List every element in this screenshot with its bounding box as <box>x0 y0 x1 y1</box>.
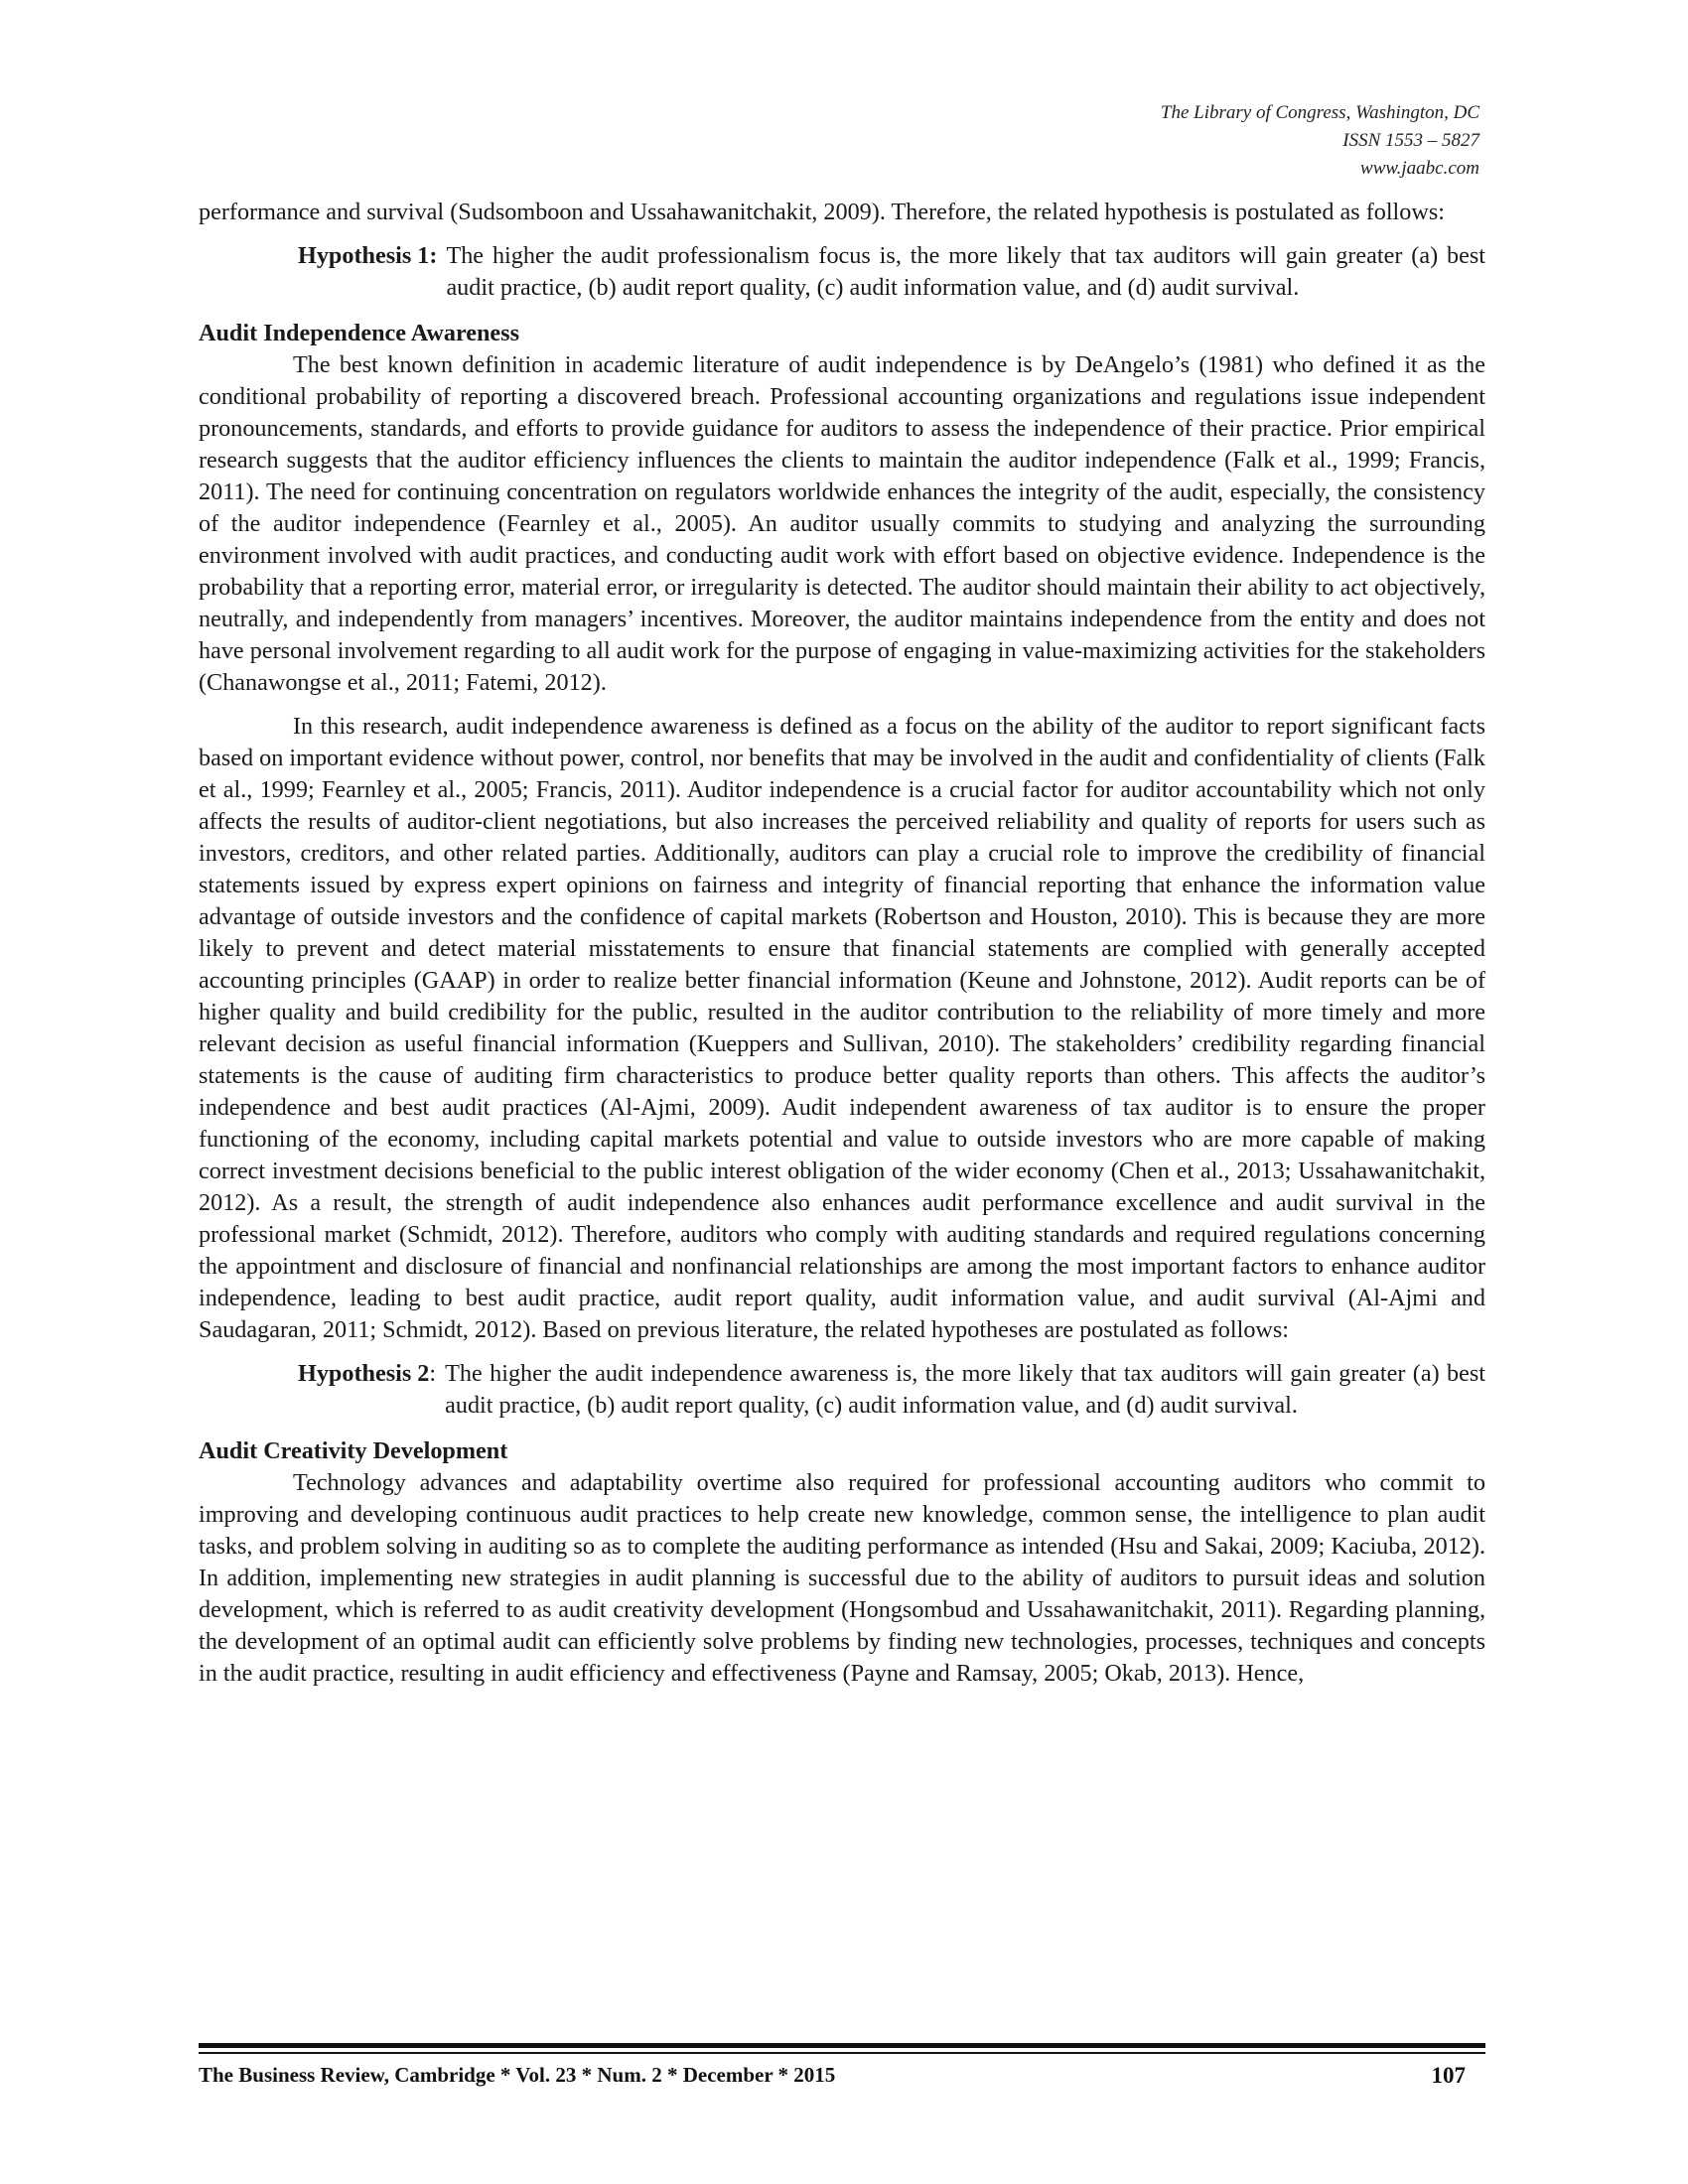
paragraph-intro: performance and survival (Sudsomboon and Ussahawanitchakit, 2009). Therefore, the related hypothesis is postulated as follows: <box>199 199 1445 225</box>
hypothesis-2-label: Hypothesis 2 <box>298 1360 430 1387</box>
hypothesis-2-text: The higher the audit independence awareness is, the more likely that tax auditors will gain greater (a) best audit practice, (b) audit report quality, (c) audit information value, and (d) audit survival. <box>445 1360 1485 1419</box>
footer-journal-citation: The Business Review, Cambridge * Vol. 23 * Num. 2 * December * 2015 <box>199 2063 836 2087</box>
paragraph-independence-1: The best known definition in academic literature of audit independence is by DeAngelo’s (1981) who defined it as the conditional probability of reporting a discovered breach. Professional accounting organizations and regulations issue independent pronouncements, standards, and efforts to provide guidance for auditors to assess the independence of their practice. Prior empirical research suggests that the auditor efficiency influences the clients to maintain the auditor independence (Falk et al., 1999; Francis, 2011). The need for continuing concentration on regulators worldwide enhances the integrity of the audit, especially, the consistency of the auditor independence (Fearnley et al., 2005). An auditor usually commits to studying and analyzing the surrounding environment involved with audit practices, and conducting audit work with effort based on objective evidence. Independence is the probability that a reporting error, material error, or irregularity is detected. The auditor should maintain their ability to act objectively, neutrally, and independently from managers’ incentives. Moreover, the auditor maintains independence from the entity and does not have personal involvement regarding to all audit work for the purpose of engaging in value-maximizing activities for the stakeholders (Chanawongse et al., 2011; Fatemi, 2012). <box>199 351 1485 696</box>
header-website: www.jaabc.com <box>1360 158 1479 179</box>
header-issn: ISSN 1553 – 5827 <box>1342 130 1479 151</box>
hypothesis-1-text: The higher the audit professionalism focus is, the more likely that tax auditors will gain greater (a) best audit practice, (b) audit report quality, (c) audit information value, and (d) audit survival. <box>446 242 1485 301</box>
running-header <box>1161 99 1479 183</box>
running-footer <box>199 2063 1466 2089</box>
paragraph-creativity: Technology advances and adaptability overtime also required for professional accounting auditors who commit to improving and developing continuous audit practices to help create new knowledge, common sense, the intelligence to plan audit tasks, and problem solving in auditing so as to complete the auditing performance as intended (Hsu and Sakai, 2009; Kaciuba, 2012). In addition, implementing new strategies in audit planning is successful due to the ability of auditors to pursuit ideas and solution development, which is referred to as audit creativity development (Hongsombud and Ussahawanitchakit, 2011). Regarding planning, the development of an optimal audit can efficiently solve problems by finding new technologies, processes, techniques and concepts in the audit practice, resulting in audit efficiency and effectiveness (Payne and Ramsay, 2005; Okab, 2013). Hence, <box>199 1469 1485 1687</box>
hypothesis-2 <box>298 1358 1485 1422</box>
page-body <box>199 197 1485 1690</box>
hypothesis-1-gap <box>437 240 446 304</box>
hypothesis-1 <box>298 240 1485 304</box>
page-number: 107 <box>1431 2063 1466 2088</box>
section-heading-independence: Audit Independence Awareness <box>199 320 519 346</box>
header-publisher: The Library of Congress, Washington, DC <box>1160 102 1479 123</box>
section-heading-creativity: Audit Creativity Development <box>199 1437 508 1464</box>
hypothesis-2-colon: : <box>429 1360 437 1387</box>
footer-rule-thin <box>199 2052 1485 2054</box>
hypothesis-2-label-wrap <box>298 1358 436 1422</box>
hypothesis-2-gap <box>436 1358 445 1422</box>
paragraph-independence-2: In this research, audit independence awareness is defined as a focus on the ability of the auditor to report significant facts based on important evidence without power, control, nor benefits that may be involved in the audit and confidentiality of clients (Falk et al., 1999; Fearnley et al., 2005; Francis, 2011). Auditor independence is a crucial factor for auditor accountability which not only affects the results of auditor-client negotiations, but also increases the perceived reliability and quality of reports for users such as investors, creditors, and other related parties. Additionally, auditors can play a crucial role to improve the credibility of financial statements issued by express expert opinions on fairness and integrity of financial reporting that enhance the information value advantage of outside investors and the confidence of capital markets (Robertson and Houston, 2010). This is because they are more likely to prevent and detect material misstatements to ensure that financial statements are complied with generally accepted accounting principles (GAAP) in order to realize better financial information (Keune and Johnstone, 2012). Audit reports can be of higher quality and build credibility for the public, resulted in the auditor contribution to the reliability of more timely and more relevant decision as useful financial information (Kueppers and Sullivan, 2010). The stakeholders’ credibility regarding financial statements is the cause of auditing firm characteristics to produce better quality reports than others. This affects the auditor’s independence and best audit practices (Al-Ajmi, 2009). Audit independent awareness of tax auditor is to ensure the proper functioning of the economy, including capital markets potential and value to outside investors who are more capable of making correct investment decisions beneficial to the public interest obligation of the wider economy (Chen et al., 2013; Ussahawanitchakit, 2012). As a result, the strength of audit independence also enhances audit performance excellence and audit survival in the professional market (Schmidt, 2012). Therefore, auditors who comply with auditing standards and required regulations concerning the appointment and disclosure of financial and nonfinancial relationships are among the most important factors to enhance auditor independence, leading to best audit practice, audit report quality, audit information value, and audit survival (Al-Ajmi and Saudagaran, 2011; Schmidt, 2012). Based on previous literature, the related hypotheses are postulated as follows: <box>199 713 1485 1343</box>
hypothesis-1-label: Hypothesis 1: <box>298 242 438 269</box>
footer-rule-thick <box>199 2043 1485 2048</box>
